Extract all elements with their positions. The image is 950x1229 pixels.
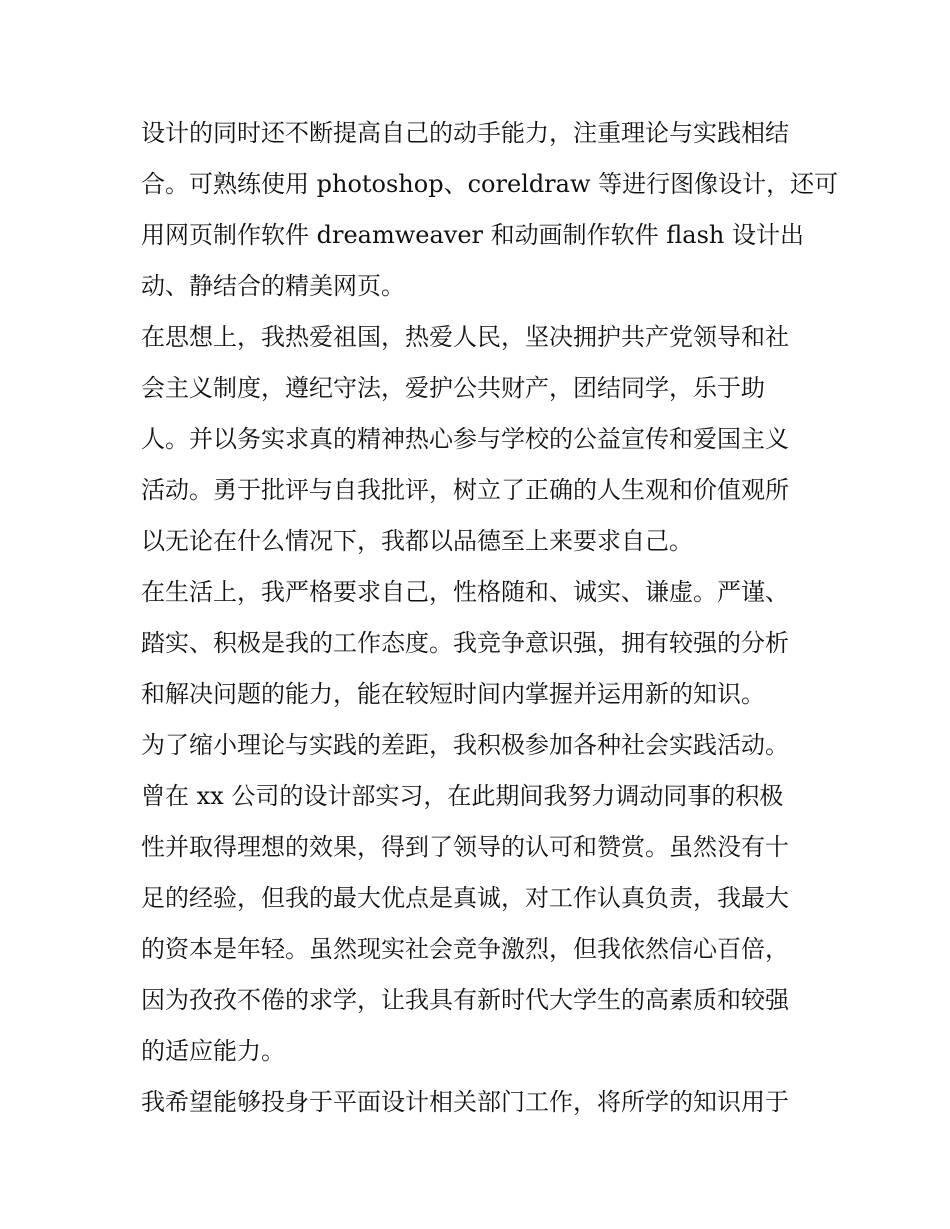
text-line: 合。可熟练使用 photoshop、coreldraw 等进行图像设计，还可 bbox=[141, 170, 839, 198]
body-text bbox=[141, 108, 839, 1128]
text-line: 人。并以务实求真的精神热心参与学校的公益宣传和爱国主义 bbox=[141, 425, 789, 453]
text-line: 活动。勇于批评与自我批评，树立了正确的人生观和价值观所 bbox=[141, 476, 789, 504]
text-line: 会主义制度，遵纪守法，爱护公共财产，团结同学，乐于助 bbox=[141, 374, 765, 402]
text-line: 为了缩小理论与实践的差距，我积极参加各种社会实践活动。 bbox=[141, 731, 789, 759]
text-line: 在思想上，我热爱祖国，热爱人民，坚决拥护共产党领导和社 bbox=[141, 323, 789, 351]
text-line: 性并取得理想的效果，得到了领导的认可和赞赏。虽然没有十 bbox=[141, 833, 789, 861]
text-line: 足的经验，但我的最大优点是真诚，对工作认真负责，我最大 bbox=[141, 884, 789, 912]
text-line: 以无论在什么情况下，我都以品德至上来要求自己。 bbox=[141, 527, 693, 555]
text-line: 用网页制作软件 dreamweaver 和动画制作软件 flash 设计出 bbox=[141, 221, 804, 249]
text-line: 的资本是年轻。虽然现实社会竞争激烈，但我依然信心百倍， bbox=[141, 935, 789, 963]
text-line: 在生活上，我严格要求自己，性格随和、诚实、谦虚。严谨、 bbox=[141, 578, 789, 606]
text-line: 动、静结合的精美网页。 bbox=[141, 272, 405, 300]
text-line: 我希望能够投身于平面设计相关部门工作，将所学的知识用于 bbox=[141, 1088, 789, 1116]
text-line: 踏实、积极是我的工作态度。我竞争意识强，拥有较强的分析 bbox=[141, 629, 789, 657]
text-line: 曾在 xx 公司的设计部实习，在此期间我努力调动同事的积极 bbox=[141, 782, 784, 810]
text-line: 设计的同时还不断提高自己的动手能力，注重理论与实践相结 bbox=[141, 119, 789, 147]
text-line: 和解决问题的能力，能在较短时间内掌握并运用新的知识。 bbox=[141, 680, 765, 708]
text-line: 因为孜孜不倦的求学，让我具有新时代大学生的高素质和较强 bbox=[141, 986, 789, 1014]
text-line: 的适应能力。 bbox=[141, 1037, 285, 1065]
